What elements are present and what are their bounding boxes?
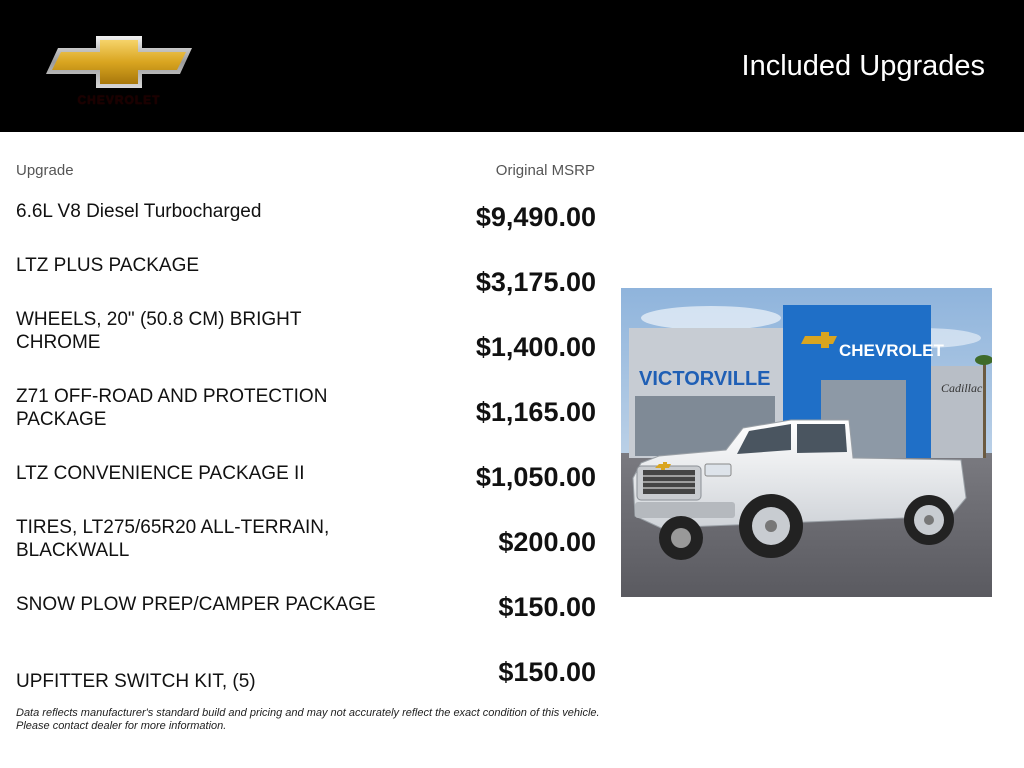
upgrade-row <box>16 308 596 368</box>
upgrade-name: 6.6L V8 Diesel Turbocharged <box>16 201 262 222</box>
upgrade-price: $9,490.00 <box>475 202 596 232</box>
disclaimer-text: Data reflects manufacturer's standard build and pricing and may not accurately reflect the exact condition of this vehicle. Please contact dealer for more information. <box>16 707 600 732</box>
upgrade-name: Z71 OFF-ROAD AND PROTECTION PACKAGE <box>16 386 328 430</box>
column-header-msrp: Original MSRP <box>495 162 595 179</box>
upgrade-price: $1,050.00 <box>475 462 596 492</box>
secondary-sign: Cadillac <box>941 381 983 395</box>
upgrade-row <box>16 385 596 445</box>
page-title: Included Upgrades <box>741 50 985 82</box>
upgrade-row <box>16 462 596 522</box>
upgrade-price: $1,165.00 <box>475 397 596 427</box>
upgrade-price: $1,400.00 <box>475 332 596 362</box>
upgrade-price: $150.00 <box>498 592 596 622</box>
upgrade-price: $150.00 <box>498 657 596 687</box>
upgrade-name: LTZ CONVENIENCE PACKAGE II <box>16 463 305 484</box>
upgrade-row <box>16 254 596 314</box>
upgrade-name: WHEELS, 20" (50.8 CM) BRIGHT CHROME <box>16 309 302 353</box>
upgrade-name: UPFITTER SWITCH KIT, (5) <box>16 671 256 692</box>
upgrade-row <box>16 593 596 653</box>
brand-sign: CHEVROLET <box>839 341 944 360</box>
upgrade-price: $200.00 <box>498 527 596 557</box>
upgrade-row <box>16 200 596 260</box>
column-header-upgrade: Upgrade <box>16 162 74 179</box>
upgrade-name: TIRES, LT275/65R20 ALL-TERRAIN, BLACKWALL <box>16 517 330 561</box>
dealer-sign: VICTORVILLE <box>639 368 771 390</box>
upgrade-row <box>16 516 596 576</box>
upgrade-name: SNOW PLOW PREP/CAMPER PACKAGE <box>16 594 376 615</box>
brand-wordmark: CHEVROLET <box>77 93 161 107</box>
upgrade-price: $3,175.00 <box>475 267 596 297</box>
header-bar <box>0 0 1024 132</box>
vehicle-photo <box>621 288 992 597</box>
upgrade-name: LTZ PLUS PACKAGE <box>16 255 200 276</box>
